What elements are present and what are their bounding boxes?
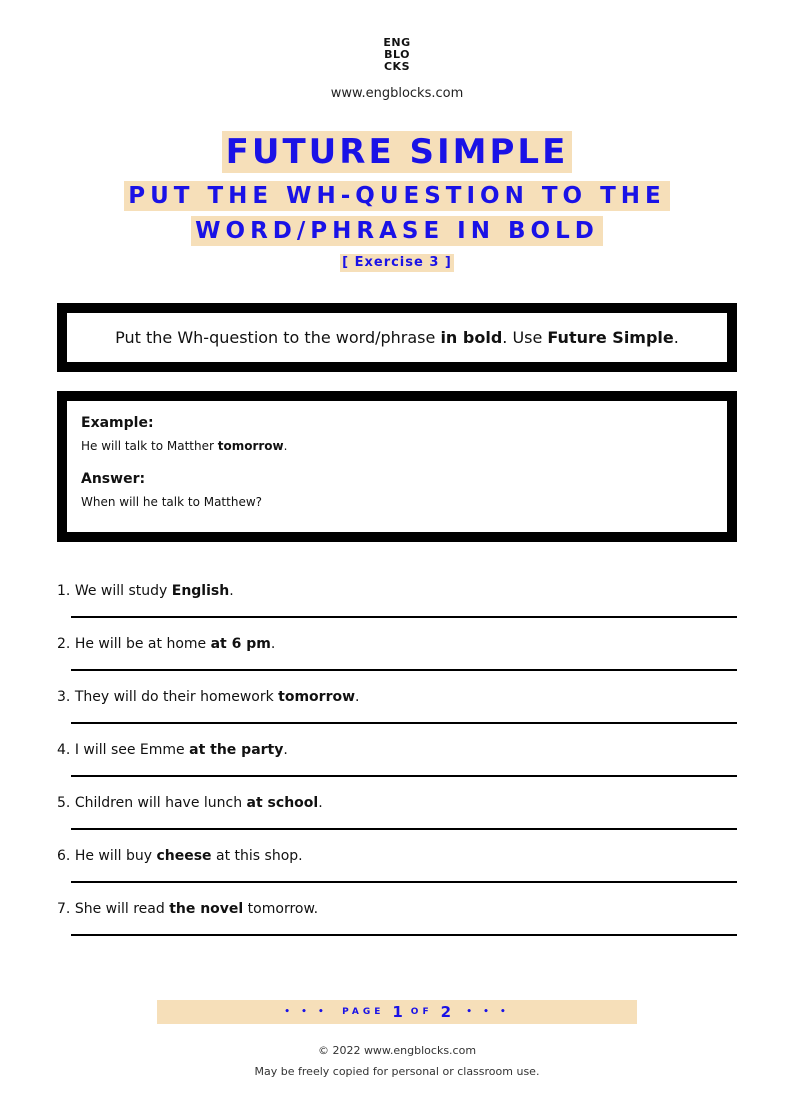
- answer-line[interactable]: [71, 828, 737, 830]
- question-bold-phrase: the novel: [169, 901, 244, 917]
- question-text: Children will have lunch: [74, 795, 247, 811]
- question-text: We will study: [74, 583, 172, 599]
- question-text: She will read: [74, 901, 170, 917]
- example-label: Example:: [81, 415, 154, 431]
- question-text: He will buy: [74, 848, 157, 864]
- question-bold-phrase: at school: [246, 795, 319, 811]
- question-bold-phrase: tomorrow: [278, 689, 356, 705]
- answer-line[interactable]: [71, 722, 737, 724]
- example-text-pre: He will talk to Matther: [81, 439, 218, 453]
- logo-line-2: BLO: [384, 48, 410, 61]
- page-dots-right: • • •: [466, 1007, 510, 1017]
- logo-line-1: ENG: [383, 36, 411, 49]
- instruction-text: [115, 328, 679, 347]
- question-text-end: .: [283, 742, 288, 758]
- answer-line[interactable]: [71, 669, 737, 671]
- page-title: FUTURE SIMPLE: [222, 131, 573, 173]
- question-text-end: .: [318, 795, 323, 811]
- instruction-bold-1: in bold: [440, 328, 503, 347]
- of-word: OF: [410, 1007, 433, 1017]
- answer-line[interactable]: [71, 881, 737, 883]
- logo: [0, 37, 794, 73]
- question-text: He will be at home: [74, 636, 211, 652]
- question-number: 3.: [57, 689, 71, 705]
- question-number: 4.: [57, 742, 71, 758]
- footer-note: May be freely copied for personal or classroom use.: [254, 1065, 540, 1078]
- page-dots-left: • • •: [284, 1007, 328, 1017]
- question-bold-phrase: at 6 pm: [210, 636, 271, 652]
- question-bold-phrase: at the party: [189, 742, 284, 758]
- question-text: I will see Emme: [74, 742, 190, 758]
- page-indicator: [157, 1000, 637, 1024]
- question-item: [57, 847, 737, 865]
- question-item: [57, 794, 737, 812]
- question-item: [57, 900, 737, 918]
- question-item: [57, 688, 737, 706]
- question-number: 7.: [57, 901, 71, 917]
- footer-copyright: © 2022 www.engblocks.com: [317, 1044, 477, 1057]
- example-text-bold: tomorrow: [217, 439, 284, 453]
- subtitle-line-1: PUT THE WH-QUESTION TO THE: [124, 181, 670, 211]
- question-item: [57, 582, 737, 600]
- page-current: 1: [392, 1003, 403, 1021]
- example-text-end: .: [283, 439, 288, 453]
- instruction-part-1: Put the Wh-question to the word/phrase: [115, 328, 441, 347]
- page-word: PAGE: [342, 1007, 385, 1017]
- site-url[interactable]: www.engblocks.com: [330, 86, 464, 101]
- question-number: 5.: [57, 795, 71, 811]
- subtitle-line-2: WORD/PHRASE IN BOLD: [191, 216, 603, 246]
- instruction-part-2: . Use: [502, 328, 548, 347]
- answer-line[interactable]: [71, 616, 737, 618]
- exercise-label: [ Exercise 3 ]: [342, 255, 452, 270]
- question-number: 1.: [57, 583, 71, 599]
- logo-line-3: CKS: [383, 60, 411, 73]
- example-box: [57, 391, 737, 542]
- instruction-part-3: .: [673, 328, 679, 347]
- question-item: [57, 741, 737, 759]
- answer-line[interactable]: [71, 934, 737, 936]
- question-text-end: .: [270, 636, 276, 652]
- question-item: [57, 635, 737, 653]
- answer-line[interactable]: [71, 775, 737, 777]
- question-text-end: .: [355, 689, 360, 705]
- question-number: 6.: [57, 848, 71, 864]
- example-text: [81, 438, 713, 455]
- answer-label: Answer:: [81, 471, 146, 487]
- question-bold-phrase: cheese: [156, 848, 212, 864]
- page-total: 2: [440, 1003, 452, 1021]
- question-text-end: at this shop.: [211, 848, 303, 864]
- question-text-end: tomorrow.: [243, 901, 319, 917]
- question-text-end: .: [229, 583, 234, 599]
- question-number: 2.: [57, 636, 71, 652]
- answer-text: When will he talk to Matthew?: [81, 495, 263, 509]
- question-text: They will do their homework: [74, 689, 279, 705]
- instruction-bold-2: Future Simple: [547, 328, 674, 347]
- instruction-box: [57, 303, 737, 372]
- question-bold-phrase: English: [171, 583, 230, 599]
